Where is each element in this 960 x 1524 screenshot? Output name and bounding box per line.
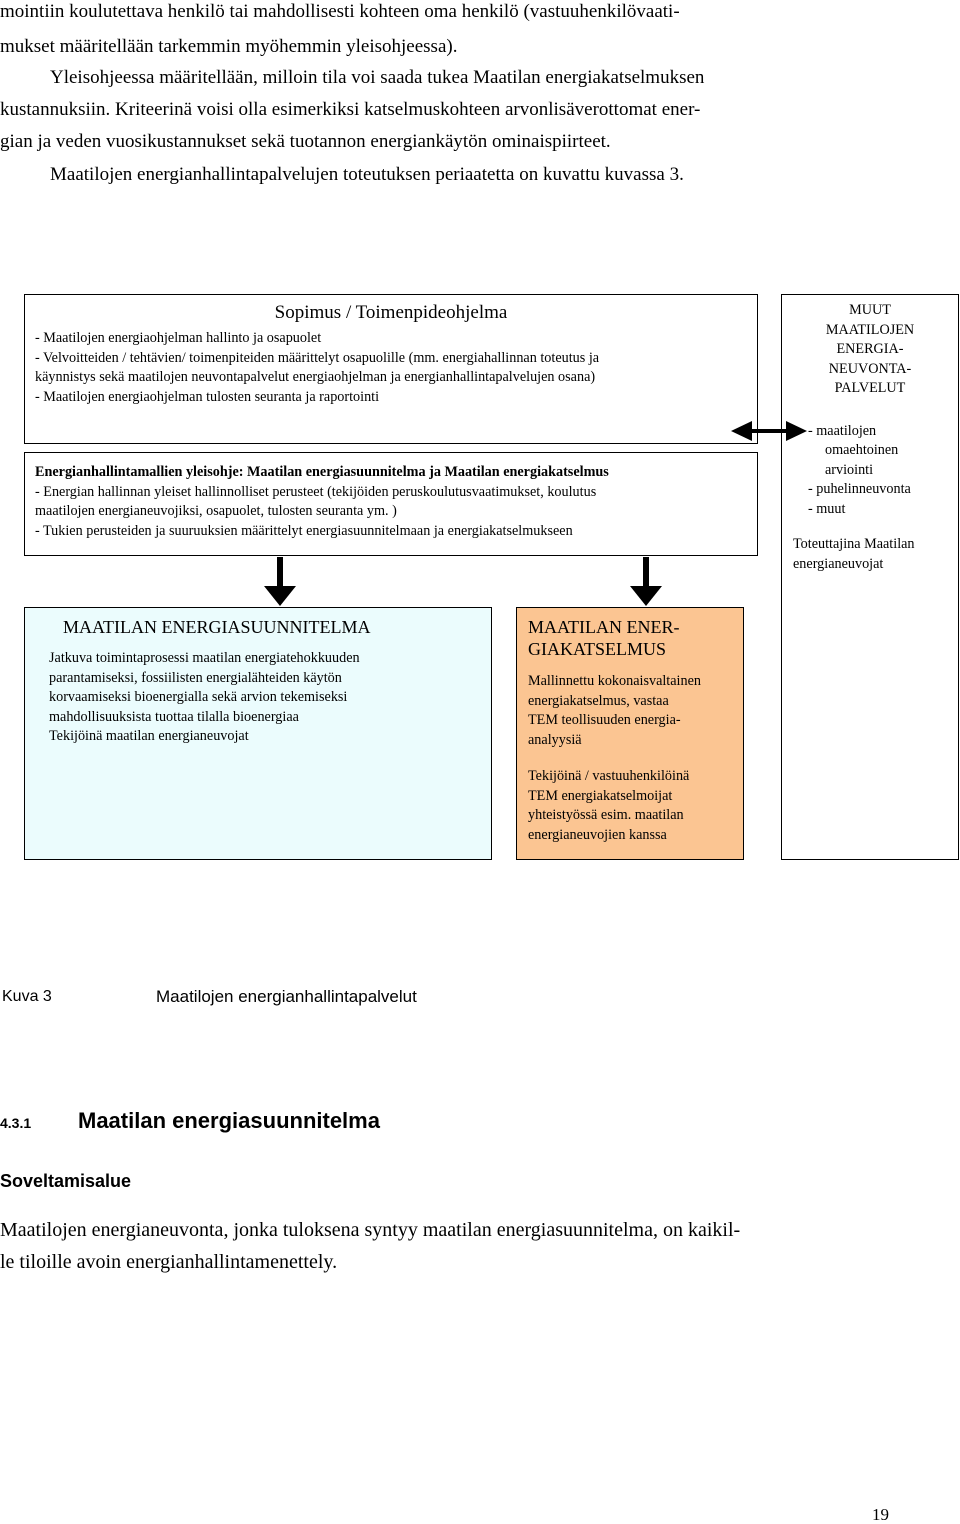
double-arrow-icon <box>731 421 807 441</box>
page-number: 19 <box>872 1505 889 1524</box>
diagram-arrows <box>0 0 960 620</box>
muut-title-line: MUUT <box>849 302 891 318</box>
muut-title-line: ENERGIA- <box>836 341 904 357</box>
muut-footer-line: Toteuttajina Maatilan <box>793 536 915 552</box>
energiasuunnitelma-line: parantamiseksi, fossiilisten energialähteiden käytön <box>49 669 342 686</box>
intro-line: Maatilojen energianhallintapalvelujen toteutuksen periaatetta on kuvattu kuvassa 3. <box>50 164 684 185</box>
section-title: Maatilan energiasuunnitelma <box>78 1108 380 1133</box>
down-arrow-right-icon <box>630 557 662 606</box>
intro-line: gian ja veden vuosikustannukset sekä tuotannon energiankäytön ominaispiirteet. <box>0 131 611 152</box>
muut-item: arviointi <box>825 461 874 478</box>
muut-item: omaehtoinen <box>825 442 899 458</box>
sopimus-line: - Velvoitteiden / tehtävien/ toimenpiteiden määrittelyt osapuolille (mm. energiahallinnan toteutus ja <box>35 349 600 366</box>
section-number: 4.3.1 <box>0 1115 32 1131</box>
energiakatselmus-box <box>516 607 744 860</box>
sopimus-line: - Maatilojen energiaohjelman hallinto ja osapuolet <box>35 330 322 346</box>
down-arrow-left-icon <box>264 557 296 606</box>
energiakatselmus-line: energiakatselmus, vastaa <box>528 692 669 709</box>
yleisohje-line: - Energian hallinnan yleiset hallinnolliset perusteet (tekijöiden peruskoulutusvaatimukset, koulutus <box>35 483 597 500</box>
paragraph-line: le tiloille avoin energianhallintamenettely. <box>0 1251 338 1273</box>
energiasuunnitelma-title: MAATILAN ENERGIASUUNNITELMA <box>63 617 371 637</box>
figure-label: Kuva 3 <box>2 988 52 1005</box>
energiasuunnitelma-line: korvaamiseksi bioenergialla sekä arvion tekemiseksi <box>49 689 348 705</box>
energiasuunnitelma-line: mahdollisuuksista tuottaa tilalla bioenergiaa <box>49 708 299 725</box>
muut-item: - muut <box>808 500 846 517</box>
muut-item: - puhelinneuvonta <box>808 481 911 497</box>
muut-item: - maatilojen <box>808 422 877 439</box>
muut-title-line: NEUVONTA- <box>828 360 912 377</box>
energiakatselmus-line: analyysiä <box>528 731 582 748</box>
energiakatselmus-line: Mallinnettu kokonaisvaltainen <box>528 673 701 689</box>
energiakatselmus-title-line: MAATILAN ENER- <box>528 617 680 637</box>
energiakatselmus-line: energianeuvojien kanssa <box>528 826 667 843</box>
muut-title-line: MAATILOJEN <box>825 321 915 338</box>
energiakatselmus-line: yhteistyössä esim. maatilan <box>528 807 684 823</box>
yleisohje-line: - Tukien perusteiden ja suuruuksien määrittelyt energiasuunnitelmaan ja energiakatselmukseen <box>35 522 573 539</box>
yleisohje-title: Energianhallintamallien yleisohje: Maatilan energiasuunnitelma ja Maatilan energiakatselmus <box>35 464 609 480</box>
sopimus-line: käynnistys sekä maatilojen neuvontapalvelut energiaohjelman ja energianhallintapalvelujen osana) <box>35 369 596 385</box>
intro-line: Yleisohjeessa määritellään, milloin tila voi saada tukea Maatilan energiakatselmuksen <box>50 67 705 88</box>
intro-line: mukset määritellään tarkemmin myöhemmin yleisohjeessa). <box>0 36 458 57</box>
energiasuunnitelma-box <box>24 607 492 860</box>
sopimus-title: Sopimus / Toimenpideohjelma <box>274 302 508 323</box>
energiakatselmus-title-line: GIAKATSELMUS <box>528 639 667 659</box>
energiasuunnitelma-line: Tekijöinä maatilan energianeuvojat <box>49 728 249 744</box>
energiakatselmus-line: TEM teollisuuden energia- <box>528 712 681 728</box>
yleisohje-line: maatilojen energianeuvojiksi, osapuolet, tulosten seuranta ym. ) <box>35 503 397 519</box>
paragraph-line: Maatilojen energianeuvonta, jonka tuloksena syntyy maatilan energiasuunnitelma, on kaikil- <box>0 1219 741 1241</box>
energiasuunnitelma-line: Jatkuva toimintaprosessi maatilan energiatehokkuuden <box>49 650 360 666</box>
energiakatselmus-line: TEM energiakatselmoijat <box>528 787 673 804</box>
intro-line: kustannuksiin. Kriteerinä voisi olla esimerkiksi katselmuskohteen arvonlisäverottomat ener- <box>0 99 701 120</box>
muut-footer-line: energianeuvojat <box>793 555 884 572</box>
figure-caption: Maatilojen energianhallintapalvelut <box>156 987 417 1006</box>
intro-line: mointiin koulutettava henkilö tai mahdollisesti kohteen oma henkilö (vastuuhenkilövaati- <box>0 1 680 22</box>
sopimus-line: - Maatilojen energiaohjelman tulosten seuranta ja raportointi <box>35 388 380 405</box>
energiakatselmus-line: Tekijöinä / vastuuhenkilöinä <box>528 768 690 784</box>
subsection-title: Soveltamisalue <box>0 1171 132 1191</box>
muut-title-line: PALVELUT <box>834 380 906 396</box>
